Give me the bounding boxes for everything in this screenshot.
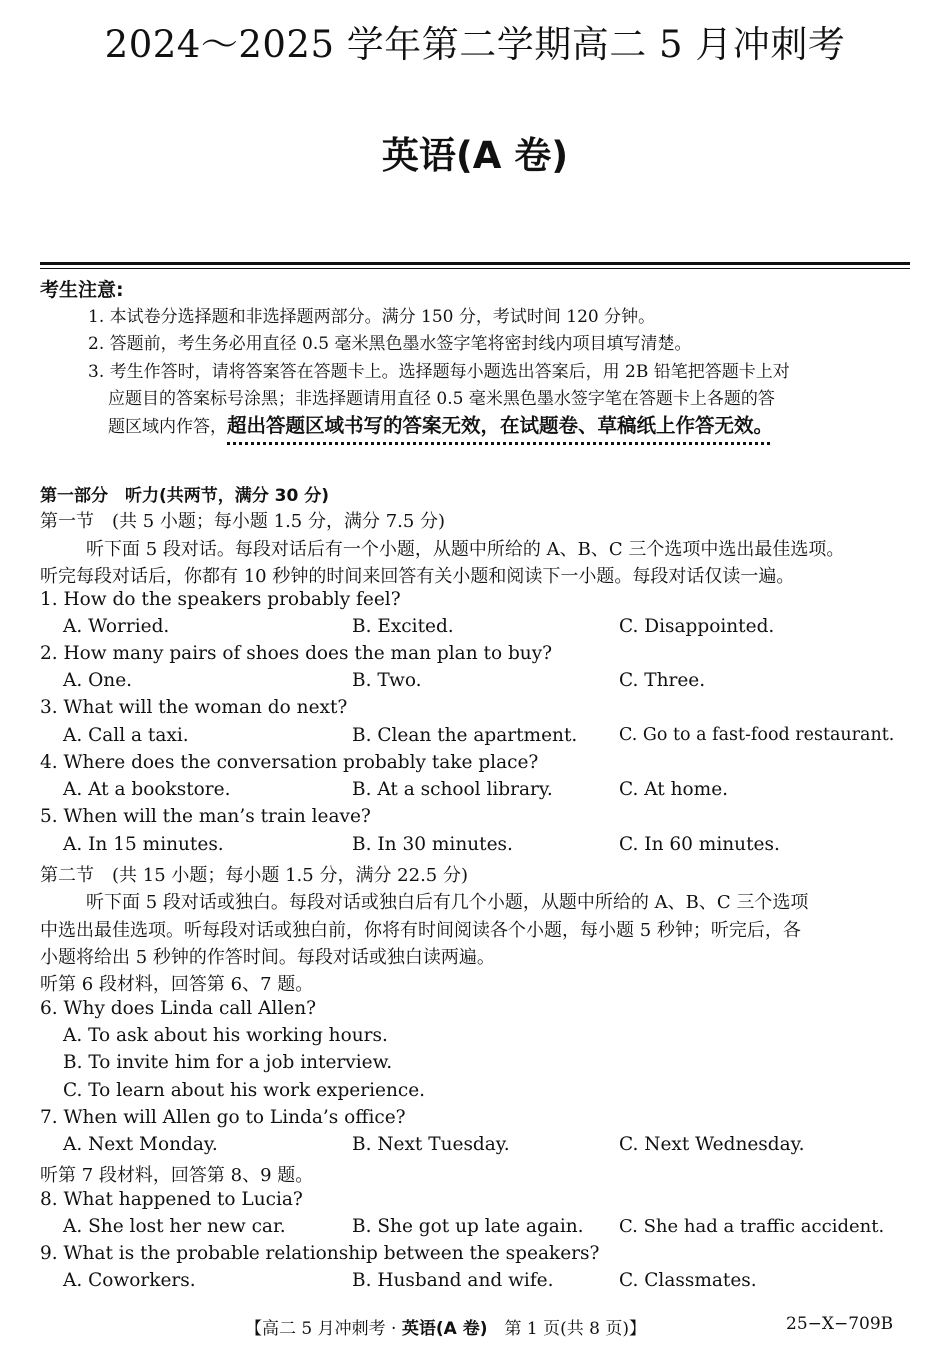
divider-thin	[40, 268, 910, 269]
option-7b: B. Next Tuesday.	[352, 1134, 510, 1155]
option-8c: C. She had a traffic accident.	[619, 1216, 885, 1237]
part1-heading: 第一部分 听力(共两节，满分 30 分)	[40, 486, 330, 506]
option-5a: A. In 15 minutes.	[63, 834, 224, 855]
question-1: 1. How do the speakers probably feel?	[40, 589, 401, 610]
option-4a: A. At a bookstore.	[63, 779, 231, 800]
option-3a: A. Call a taxi.	[63, 725, 189, 746]
option-6c: C. To learn about his work experience.	[63, 1080, 426, 1101]
option-2c: C. Three.	[619, 670, 706, 691]
notice-item-3-line3	[108, 410, 773, 438]
option-5b: B. In 30 minutes.	[352, 834, 513, 855]
option-7a: A. Next Monday.	[63, 1134, 218, 1155]
footer-page-number: 第 1 页(共 8 页)】	[487, 1319, 646, 1339]
question-9: 9. What is the probable relationship between the speakers?	[40, 1243, 600, 1264]
option-7c: C. Next Wednesday.	[619, 1134, 805, 1155]
material-6-label: 听第 6 段材料，回答第 6、7 题。	[40, 974, 314, 995]
option-2b: B. Two.	[352, 670, 422, 691]
exam-title: 2024～2025 学年第二学期高二 5 月冲刺考	[104, 23, 846, 66]
notice-item-3-line1: 3. 考生作答时，请将答案答在答题卡上。选择题每小题选出答案后，用 2B 铅笔把答题卡上对	[88, 362, 790, 382]
footer-exam: 【高二 5 月冲刺考	[245, 1319, 386, 1339]
page-footer	[245, 1314, 646, 1339]
subject-title: 英语(A 卷)	[381, 134, 569, 177]
section1-instruction-1: 听下面 5 段对话。每段对话后有一个小题，从题中所给的 A、B、C 三个选项中选出最佳选项。	[86, 539, 845, 560]
question-6: 6. Why does Linda call Allen?	[40, 998, 317, 1019]
section1-heading: 第一节 (共 5 小题；每小题 1.5 分，满分 7.5 分)	[40, 511, 446, 532]
notice-item-3-plain: 题区域内作答，	[108, 417, 227, 437]
question-2: 2. How many pairs of shoes does the man plan to buy?	[40, 643, 553, 664]
material-7-label: 听第 7 段材料，回答第 8、9 题。	[40, 1165, 314, 1186]
section2-instruction-1: 听下面 5 段对话或独白。每段对话或独白后有几个小题，从题中所给的 A、B、C 三个选项	[86, 892, 809, 913]
paper-code: 25−X−709B	[786, 1314, 894, 1334]
option-5c: C. In 60 minutes.	[619, 834, 780, 855]
notice-item-3-line2: 应题目的答案标号涂黑；非选择题请用直径 0.5 毫米黑色墨水签字笔在答题卡上各题的答	[108, 389, 775, 409]
option-1c: C. Disappointed.	[619, 616, 775, 637]
option-6b: B. To invite him for a job interview.	[63, 1052, 393, 1073]
notice-heading: 考生注意:	[40, 279, 124, 301]
option-2a: A. One.	[63, 670, 133, 691]
option-4c: C. At home.	[619, 779, 729, 800]
footer-subject: 英语(A 卷)	[401, 1319, 488, 1339]
question-5: 5. When will the man’s train leave?	[40, 806, 371, 827]
notice-item-1: 1. 本试卷分选择题和非选择题两部分。满分 150 分，考试时间 120 分钟。	[88, 307, 656, 327]
option-9a: A. Coworkers.	[63, 1270, 196, 1291]
question-8: 8. What happened to Lucia?	[40, 1189, 303, 1210]
option-4b: B. At a school library.	[352, 779, 553, 800]
option-3b: B. Clean the apartment.	[352, 725, 578, 746]
section2-instruction-2: 中选出最佳选项。听每段对话或独白前，你将有时间阅读各个小题，每小题 5 秒钟；听完后，各	[40, 920, 801, 941]
question-7: 7. When will Allen go to Linda’s office?	[40, 1107, 406, 1128]
option-8a: A. She lost her new car.	[63, 1216, 286, 1237]
question-3: 3. What will the woman do next?	[40, 697, 348, 718]
option-9b: B. Husband and wife.	[352, 1270, 554, 1291]
notice-emphasis: 超出答题区域书写的答案无效，在试题卷、草稿纸上作答无效。	[227, 414, 774, 437]
option-6a: A. To ask about his working hours.	[63, 1025, 388, 1046]
option-1a: A. Worried.	[63, 616, 170, 637]
divider-thick	[40, 262, 910, 265]
section2-instruction-3: 小题将给出 5 秒钟的作答时间。每段对话或独白读两遍。	[40, 947, 495, 968]
option-9c: C. Classmates.	[619, 1270, 757, 1291]
option-8b: B. She got up late again.	[352, 1216, 584, 1237]
notice-item-2: 2. 答题前，考生务必用直径 0.5 毫米黑色墨水签字笔将密封线内项目填写清楚。	[88, 334, 692, 354]
option-1b: B. Excited.	[352, 616, 454, 637]
section1-instruction-2: 听完每段对话后，你都有 10 秒钟的时间来回答有关小题和阅读下一小题。每段对话仅读一遍。	[40, 566, 795, 587]
option-3c: C. Go to a fast-food restaurant.	[619, 725, 895, 745]
section2-heading: 第二节 (共 15 小题；每小题 1.5 分，满分 22.5 分)	[40, 865, 468, 886]
question-4: 4. Where does the conversation probably take place?	[40, 752, 539, 773]
footer-separator: ·	[385, 1319, 402, 1339]
